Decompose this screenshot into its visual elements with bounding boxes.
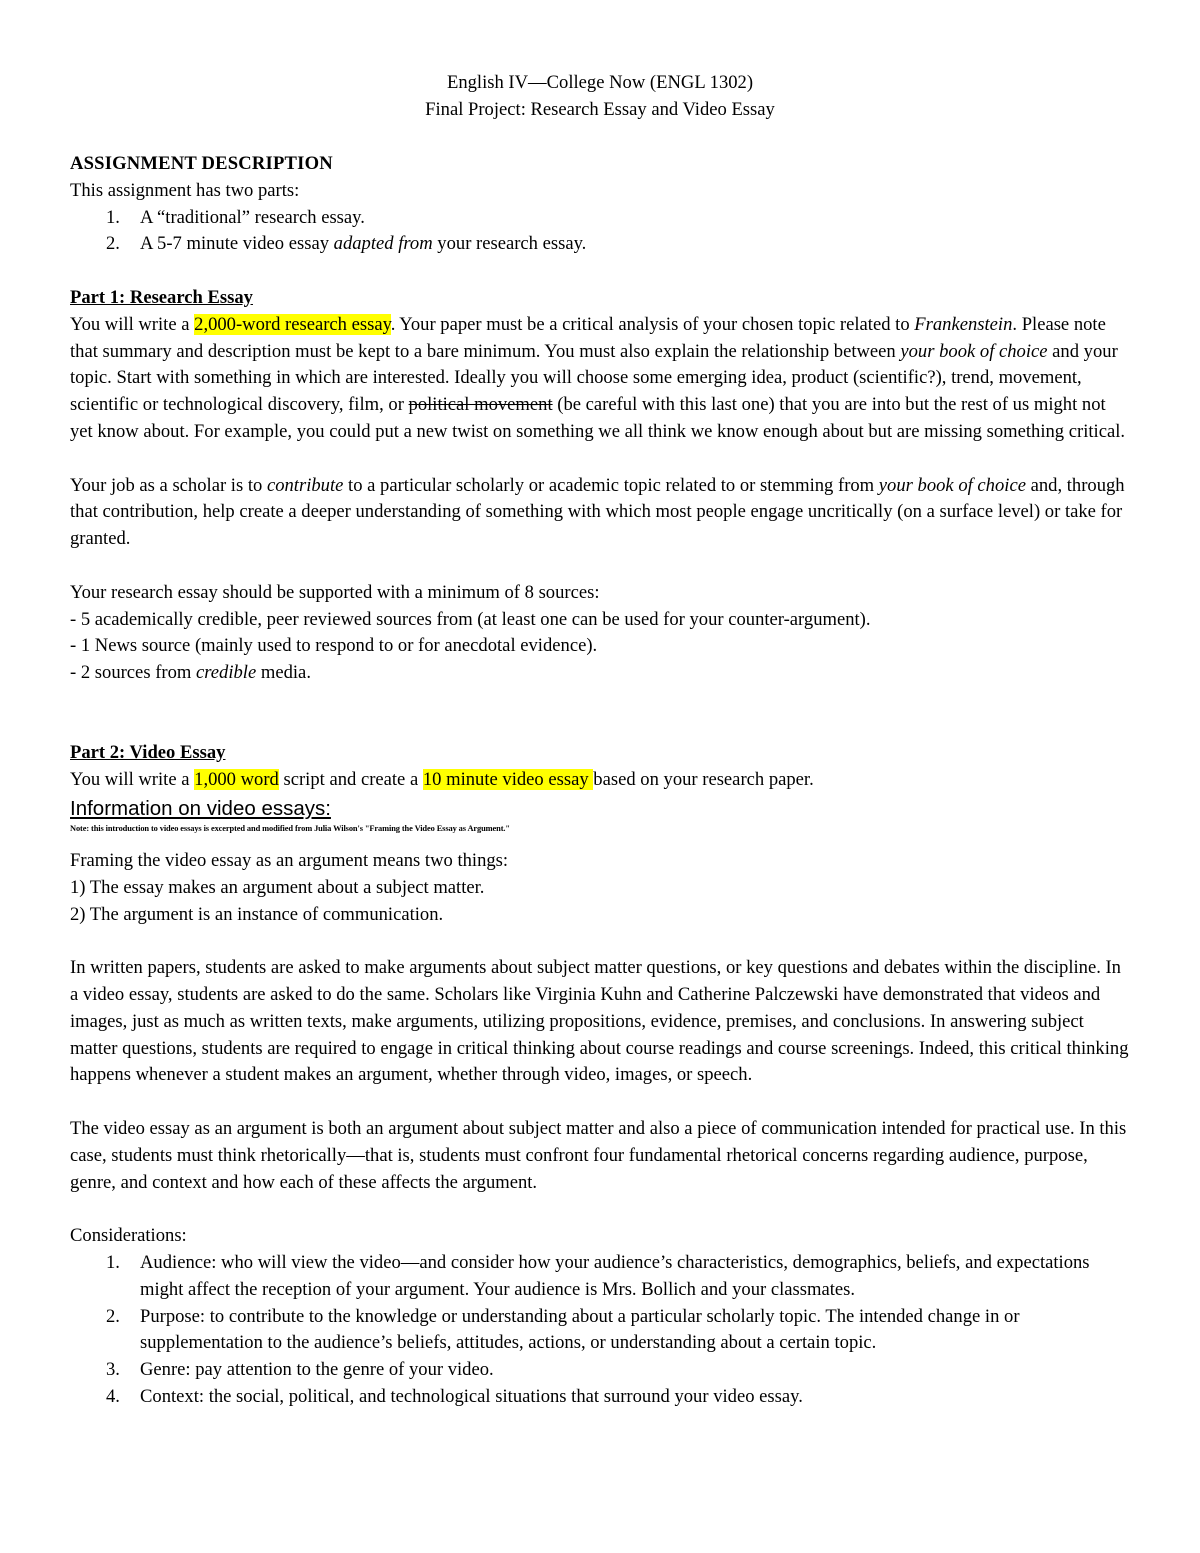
- list-item: [70, 1250, 1130, 1304]
- text-run: to a particular scholarly or academic topic related to or stemming from: [343, 474, 879, 496]
- list-number: 3.: [106, 1359, 120, 1381]
- assignment-section: [70, 151, 1130, 258]
- argument-paragraph: The video essay as an argument is both an argument about subject matter and also a piece of communication intended for practical use. In this case, students must think rhetorically—that is, students must confront four fundamental rhetorical concerns regarding audience, purpose, genre, and context and how each of these affects the argument.: [70, 1117, 1127, 1193]
- list-item: [70, 1357, 1130, 1384]
- text-run: script and create a: [278, 768, 423, 790]
- assignment-parts-list: [70, 205, 1130, 259]
- list-text: Audience: who will view the video—and consider how your audience’s characteristics, demographics, beliefs, and expectations might affect the reception of your argument. Your audience is Mrs. Bollich and your classmates.: [140, 1251, 1090, 1300]
- struck-text: political movement: [408, 394, 553, 416]
- list-item: [70, 231, 1130, 258]
- project-title: Final Project: Research Essay and Video Essay: [425, 99, 775, 120]
- text-run: You will write a: [70, 768, 195, 790]
- text-run: . Your paper must be a critical analysis of your chosen topic related to: [390, 313, 915, 335]
- text-run: and, through that contribution, help create a deeper understanding of something with which most people engage uncritically (on a surface level) or take for granted.: [70, 474, 1125, 550]
- emphasis-text: your book of choice: [900, 340, 1048, 362]
- assignment-heading: ASSIGNMENT DESCRIPTION: [70, 153, 333, 174]
- list-text: Genre: pay attention to the genre of your video.: [140, 1359, 494, 1381]
- emphasis-text: contribute: [266, 474, 344, 496]
- highlighted-word-count: 1,000 word: [194, 768, 279, 790]
- framing-point: 2) The argument is an instance of communication.: [70, 903, 444, 925]
- emphasis-text: your book of choice: [878, 474, 1026, 496]
- text-run: - 2 sources from: [70, 662, 196, 684]
- text-run: and your topic. Start with something in which are interested. Ideally you will choose some emerging idea, product (scientific?), trend, movement, scientific or technological discovery, film, or: [70, 340, 1118, 416]
- framing-intro: Framing the video essay as an argument means two things:: [70, 850, 509, 871]
- list-number: 2.: [106, 233, 120, 255]
- text-run: (be careful with this last one) that you are into but the rest of us might not yet know about. For example, you could put a new twist on something we all think we know enough about but are missing something critical.: [70, 394, 1126, 442]
- list-item: [70, 1384, 1130, 1411]
- list-item: [70, 1304, 1130, 1358]
- text-run: Your job as a scholar is to: [70, 474, 267, 496]
- highlighted-word-count: 2,000-word research essay: [194, 313, 391, 335]
- book-title: Frankenstein: [914, 313, 1013, 335]
- source-item: - 5 academically credible, peer reviewed sources from (at least one can be used for your counter-argument).: [70, 608, 871, 630]
- source-note: Note: this introduction to video essays is excerpted and modified from Julia Wilson's "Framing the Video Essay as Argument.": [70, 824, 510, 833]
- list-number: 1.: [106, 206, 120, 228]
- source-item: - 1 News source (mainly used to respond to or for anecdotal evidence).: [70, 635, 598, 657]
- list-number: 1.: [106, 1251, 120, 1273]
- part1-paragraph-2: [70, 473, 1130, 553]
- sources-intro: Your research essay should be supported with a minimum of 8 sources:: [70, 581, 600, 603]
- considerations-label: Considerations:: [70, 1225, 187, 1247]
- course-title: English IV—College Now (ENGL 1302): [446, 72, 754, 93]
- part2-heading: Part 2: Video Essay: [70, 742, 226, 763]
- part1-paragraph-1: [70, 312, 1130, 446]
- list-text: Context: the social, political, and technological situations that surround your video essay.: [140, 1385, 803, 1407]
- list-number: 4.: [106, 1385, 120, 1407]
- emphasis-text: credible: [196, 662, 257, 684]
- part1-heading: Part 1: Research Essay: [70, 287, 253, 308]
- source-item: [70, 660, 1130, 687]
- part2-paragraph-1: [70, 767, 1130, 794]
- part1-section: [70, 285, 1130, 687]
- video-essay-info: [70, 848, 1130, 1411]
- list-text: your research essay.: [432, 233, 587, 255]
- emphasis-text: adapted from: [333, 233, 433, 255]
- text-run: You will write a: [70, 313, 195, 335]
- text-run: media.: [256, 662, 311, 684]
- text-run: based on your research paper.: [593, 768, 814, 790]
- list-text: A “traditional” research essay.: [140, 206, 365, 228]
- assignment-intro: This assignment has two parts:: [70, 179, 300, 201]
- video-info-title: Information on video essays:: [70, 797, 331, 820]
- list-text: A 5-7 minute video essay: [140, 233, 334, 255]
- framing-point: 1) The essay makes an argument about a subject matter.: [70, 876, 485, 898]
- highlighted-video-length: 10 minute video essay: [422, 768, 594, 790]
- text-run: . Please note that summary and description must be kept to a bare minimum. You must also explain the relationship between: [70, 313, 1106, 362]
- list-number: 2.: [106, 1305, 120, 1327]
- part2-section: [70, 740, 1130, 794]
- considerations-list: [70, 1250, 1130, 1411]
- written-papers-paragraph: In written papers, students are asked to make arguments about subject matter questions, or key questions and debates within the discipline. In a video essay, students are asked to do the same. Scholars like Virginia Kuhn and Catherine Palczewski have demonstrated that videos and images, just as much as written texts, make arguments, utilizing propositions, evidence, premises, and conclusions. In answering subject matter questions, students are required to engage in critical thinking about course readings and course screenings. Indeed, this critical thinking happens whenever a student makes an argument, whether through video, images, or speech.: [70, 957, 1129, 1086]
- list-item: [70, 205, 1130, 232]
- list-text: Purpose: to contribute to the knowledge or understanding about a particular scholarly topic. The intended change in or supplementation to the audience’s beliefs, attitudes, actions, or understanding about a certain topic.: [140, 1305, 1020, 1354]
